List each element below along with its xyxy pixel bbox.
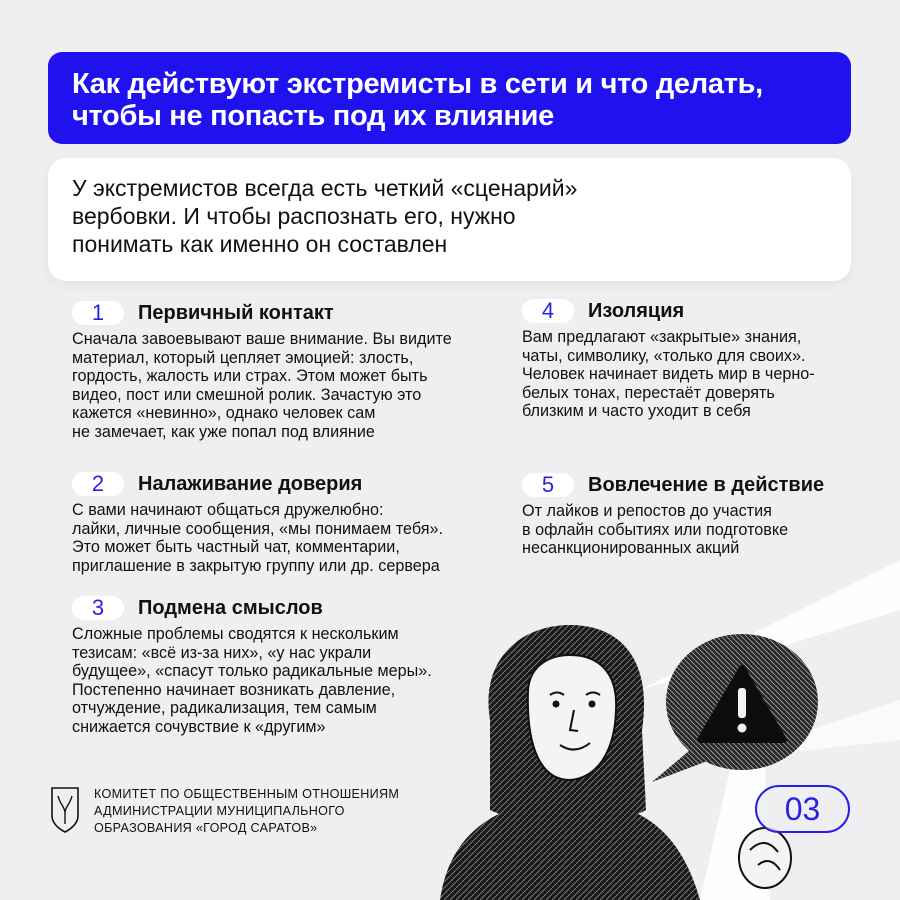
step-text-line: материал, который цепляет эмоцией: злость, xyxy=(72,348,414,367)
org-line: КОМИТЕТ ПО ОБЩЕСТВЕННЫМ ОТНОШЕНИЯМ xyxy=(94,787,400,801)
step-4 xyxy=(522,296,815,421)
step-5 xyxy=(522,470,824,558)
step-text-line: видео, пост или смешной ролик. Зачастую это xyxy=(72,385,422,404)
step-text-line: Это может быть частный чат, комментарии, xyxy=(72,538,400,556)
saratov-emblem-icon xyxy=(50,786,80,834)
step-number-badge: 2 xyxy=(72,472,124,496)
step-text-line: отчуждение, радикализация, тем самым xyxy=(72,699,377,717)
step-text-line: С вами начинают общаться дружелюбно: xyxy=(72,501,384,519)
step-description xyxy=(72,501,443,575)
step-text-line: чаты, символику, «только для своих». xyxy=(522,346,806,365)
intro-line-2: вербовки. И чтобы распознать его, нужно xyxy=(72,203,516,229)
step-number-badge: 5 xyxy=(522,473,574,497)
title-line-2: чтобы не попасть под их влияние xyxy=(72,100,555,132)
step-text-line: Сначала завоевывают ваше внимание. Вы видите xyxy=(72,330,452,348)
step-text-line: близким и часто уходит в себя xyxy=(522,402,751,420)
step-text-line: Постепенно начинает возникать давление, xyxy=(72,680,396,699)
step-text-line: не замечает, как уже попал под влияние xyxy=(72,422,375,441)
step-text-line: гордость, жалость или страх. Этом может быть xyxy=(72,367,428,385)
step-text-line: белых тонах, перестаёт доверять xyxy=(522,383,775,402)
step-text-line: Вам предлагают «закрытые» знания, xyxy=(522,328,802,346)
org-line: АДМИНИСТРАЦИИ МУНИЦИПАЛЬНОГО xyxy=(94,804,345,818)
step-title: Изоляция xyxy=(588,299,685,322)
step-title: Налаживание доверия xyxy=(138,472,363,495)
step-text-line: несанкционированных акций xyxy=(522,539,740,557)
step-number-badge: 1 xyxy=(72,301,124,325)
step-number-badge: 3 xyxy=(72,596,124,620)
hooded-person-illustration xyxy=(420,600,900,900)
step-text-line: Человек начинает видеть мир в черно- xyxy=(522,365,815,383)
step-text-line: Сложные проблемы сводятся к нескольким xyxy=(72,625,399,643)
step-text-line: кажется «невинно», однако человек сам xyxy=(72,404,376,422)
step-number-badge: 4 xyxy=(522,299,574,323)
step-text-line: снижается сочувствие к «другим» xyxy=(72,717,326,736)
step-text-line: лайки, личные сообщения, «мы понимаем тебя». xyxy=(72,519,444,538)
step-title: Подмена смыслов xyxy=(138,596,323,619)
step-3 xyxy=(72,593,432,736)
org-line: ОБРАЗОВАНИЯ «ГОРОД САРАТОВ» xyxy=(94,821,318,835)
step-2 xyxy=(72,469,443,575)
step-description xyxy=(522,502,824,558)
hand-illustration xyxy=(739,828,791,888)
step-description xyxy=(522,328,815,421)
step-title: Первичный контакт xyxy=(138,301,334,324)
title-line-1: Как действуют экстремисты в сети и что делать, xyxy=(72,68,763,100)
organization-name xyxy=(94,786,399,837)
step-1 xyxy=(72,298,452,441)
step-text-line: в офлайн событиях или подготовке xyxy=(522,520,789,539)
step-text-line: приглашение в закрытую группу или др. сервера xyxy=(72,556,440,575)
page-title xyxy=(48,52,851,144)
intro-line-3: понимать как именно он составлен xyxy=(72,231,448,257)
page-number: 03 xyxy=(755,785,850,833)
intro-line-1: У экстремистов всегда есть четкий «сценарий» xyxy=(72,175,578,201)
step-description xyxy=(72,330,452,441)
step-text-line: От лайков и репостов до участия xyxy=(522,502,772,520)
warning-bubble xyxy=(652,634,818,782)
step-text-line: тезисам: «всё из-за них», «у нас украли xyxy=(72,643,372,662)
intro-card xyxy=(48,158,851,281)
footer xyxy=(50,786,399,837)
step-description xyxy=(72,625,432,736)
step-text-line: будущее», «спасут только радикальные меры». xyxy=(72,662,432,680)
step-title: Вовлечение в действие xyxy=(588,473,825,496)
